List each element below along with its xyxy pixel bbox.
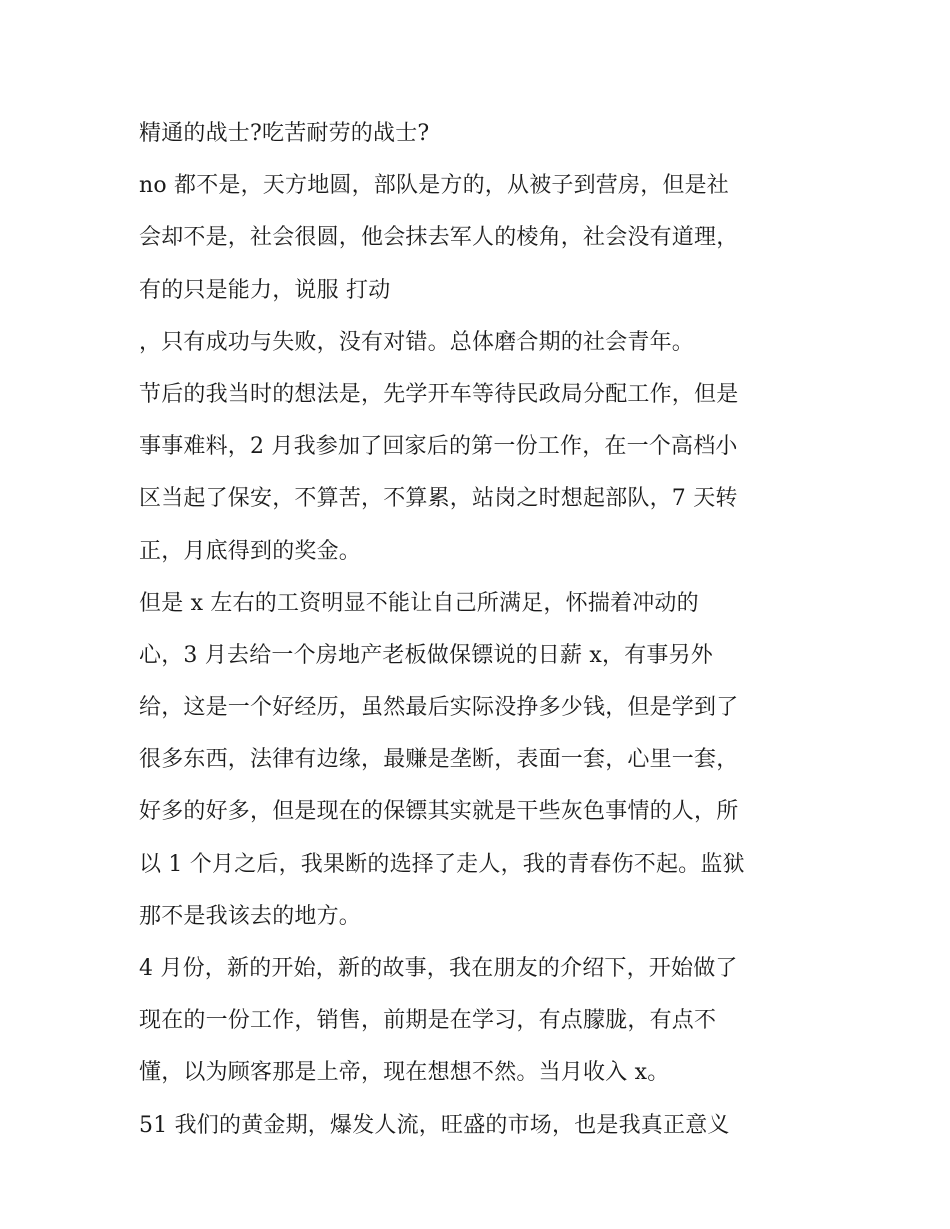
text-line: 4 月份，新的开始，新的故事，我在朋友的介绍下，开始做了 [139,956,738,981]
text-line: 那不是我该去的地方。 [139,903,362,929]
text-line: 很多东西，法律有边缘，最赚是垄断，表面一套，心里一套， [139,747,739,773]
text-line: 会却不是，社会很圆，他会抹去军人的棱角，社会没有道理， [139,225,739,251]
text-line: 现在的一份工作，销售，前期是在学习，有点朦胧，有点不 [139,1008,717,1034]
text-line: ，只有成功与失败，没有对错。总体磨合期的社会青年。 [139,329,695,355]
text-line: 51 我们的黄金期，爆发人流，旺盛的市场，也是我真正意义 [139,1112,730,1138]
text-line: 有的只是能力，说服 打动 [139,277,391,303]
text-line: 心，3 月去给一个房地产老板做保镖说的日薪 x，有事另外 [139,642,713,668]
text-line: 懂，以为顾客那是上帝，现在想想不然。当月收入 x。 [139,1060,670,1086]
text-line: 事事难料，2 月我参加了回家后的第一份工作，在一个高档小 [139,434,738,460]
text-line: 节后的我当时的想法是，先学开车等待民政局分配工作，但是 [139,381,739,407]
text-line: 但是 x 左右的工资明显不能让自己所满足，怀揣着冲动的 [139,590,699,616]
document-body [139,108,829,1152]
text-line: 好多的好多，但是现在的保镖其实就是干些灰色事情的人，所 [139,799,739,825]
text-line: 精通的战士?吃苦耐劳的战士? [139,121,430,146]
text-line: no 都不是，天方地圆，部队是方的，从被子到营房，但是社 [139,173,730,199]
text-line: 以 1 个月之后，我果断的选择了走人，我的青春伤不起。监狱 [139,851,745,877]
text-line: 给，这是一个好经历，虽然最后实际没挣多少钱，但是学到了 [139,695,739,721]
text-line: 正，月底得到的奖金。 [139,538,362,564]
text-line: 区当起了保安，不算苦，不算累，站岗之时想起部队，7 天转 [139,486,738,512]
